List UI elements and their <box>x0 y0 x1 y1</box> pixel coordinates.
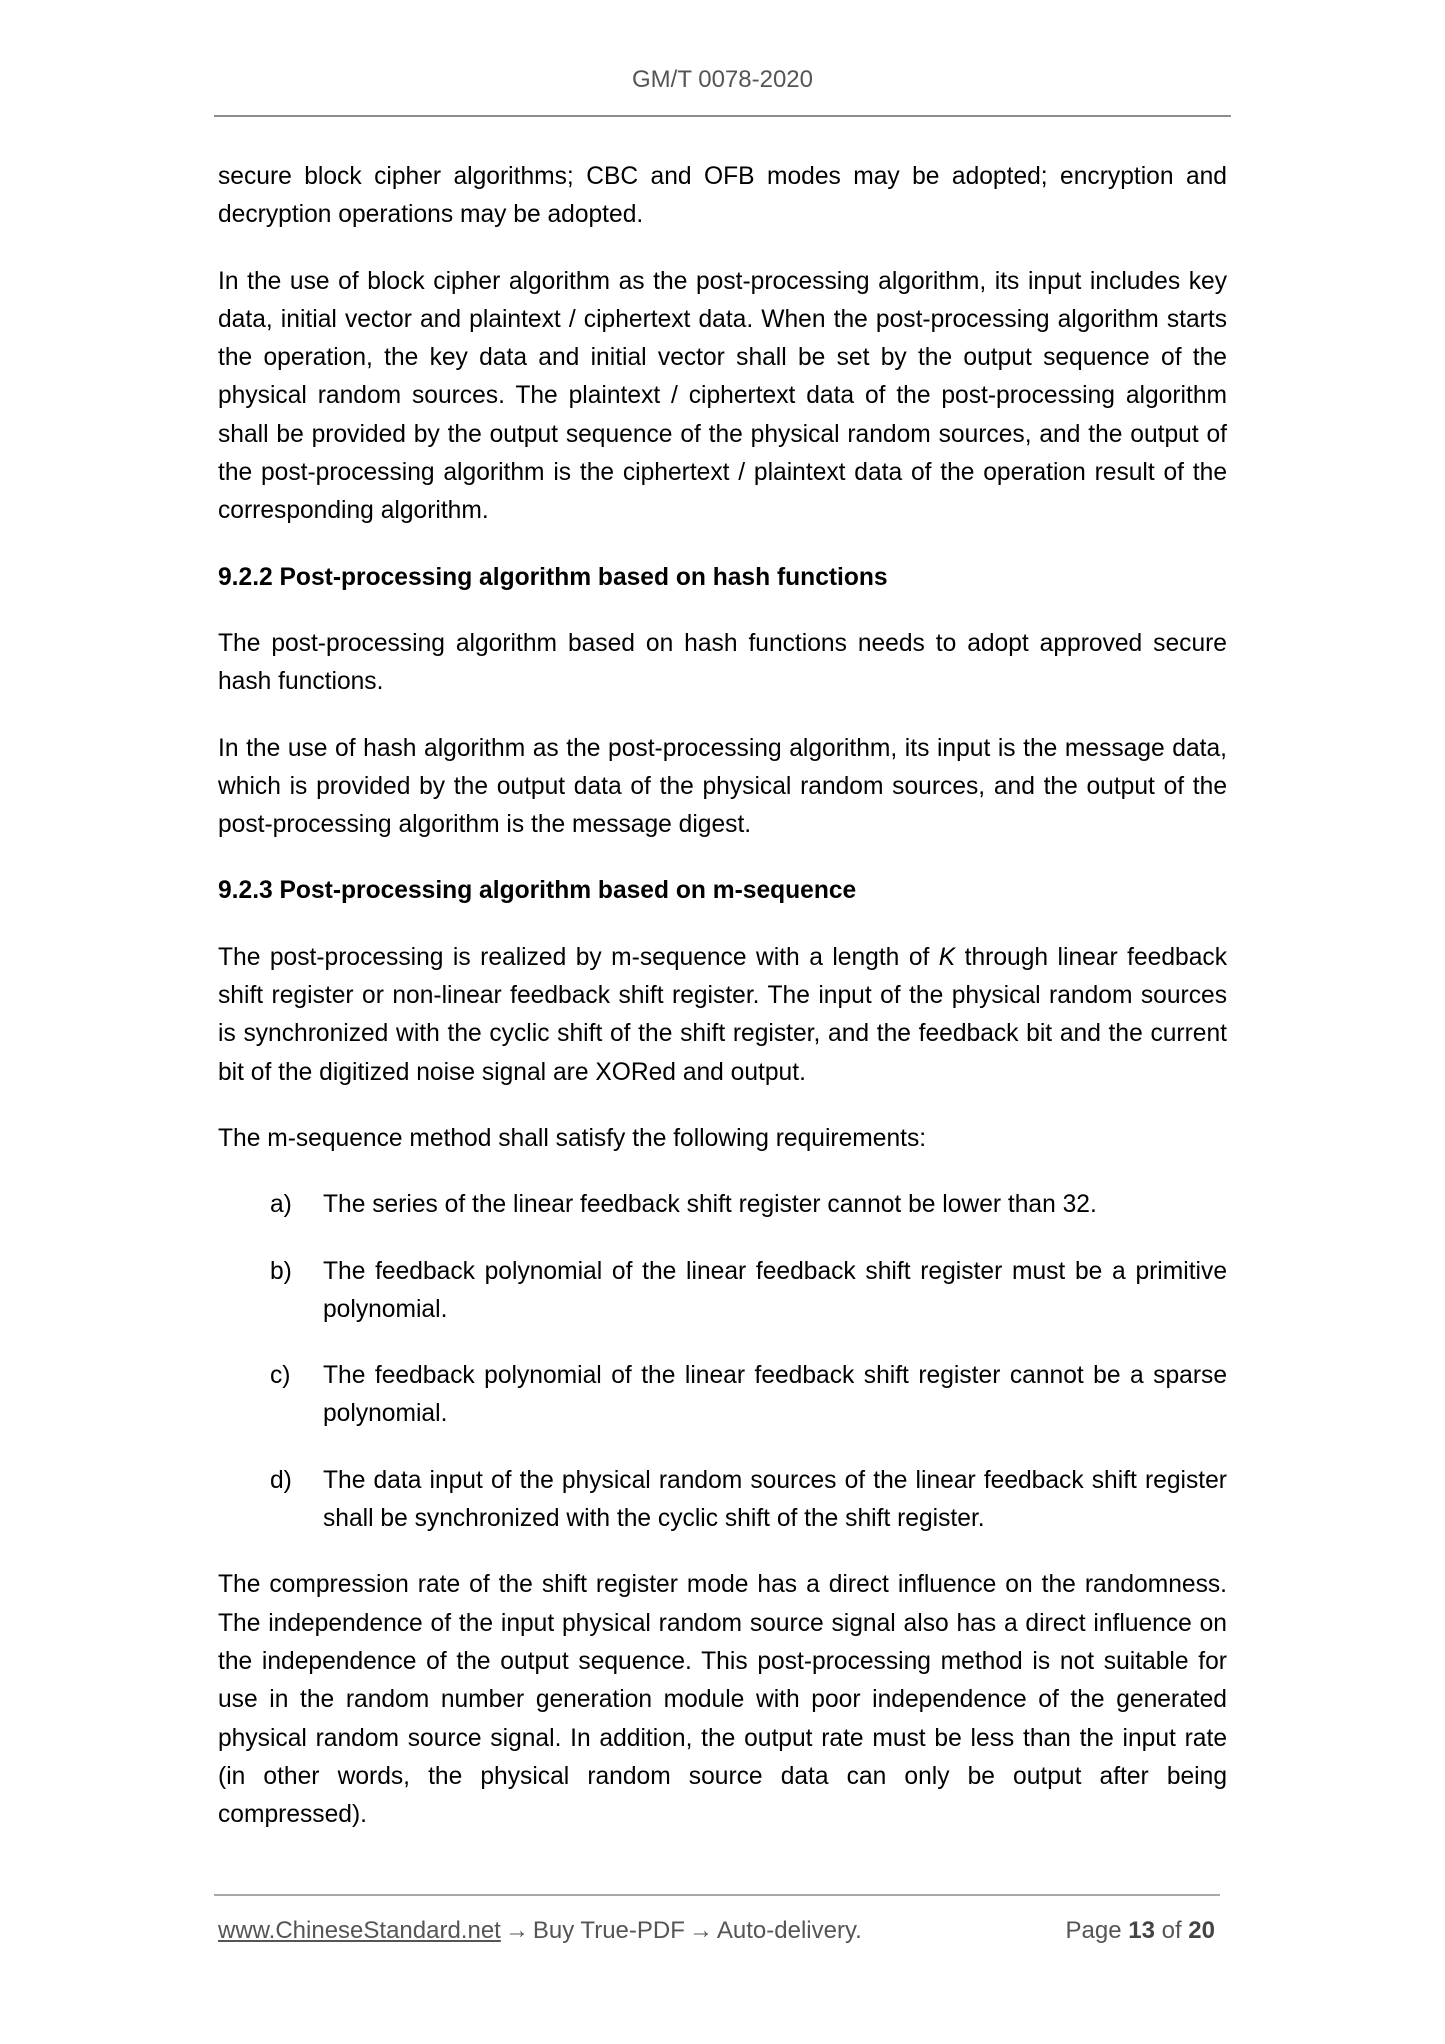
paragraph-requirements-intro: The m-sequence method shall satisfy the following requirements: <box>218 1124 927 1152</box>
page-of-label: of <box>1161 1917 1182 1944</box>
list-item <box>218 1253 1227 1330</box>
arrow-right-icon: → <box>504 1917 529 1944</box>
website-link[interactable]: www.ChineseStandard.net <box>218 1917 501 1944</box>
list-marker: c) <box>270 1362 291 1390</box>
variable-k: K <box>938 943 956 971</box>
list-item-text: The feedback polynomial of the linear feedback shift register must be a primitive polynomial. <box>323 1257 1227 1323</box>
paragraph-hash-usage: In the use of hash algorithm as the post-processing algorithm, its input is the message data, which is provided by the output data of the physical random sources, and the output of the post-processing algorithm is the message digest. <box>218 734 1227 839</box>
paragraph-m-sequence-description <box>218 939 1227 1092</box>
section-heading-9-2-2: 9.2.2 Post-processing algorithm based on hash functions <box>218 563 888 591</box>
list-item <box>218 1462 1227 1539</box>
page-label: Page <box>1065 1917 1122 1944</box>
list-item <box>218 1186 1227 1224</box>
paragraph-compression-rate: The compression rate of the shift register mode has a direct influence on the randomness. The independence of the input physical random source signal also has a direct influence on the independence of the output sequence. This post-processing method is not suitable for use in the random number generation module with poor independence of the generated physical random source signal. In addition, the output rate must be less than the input rate (in other words, the physical random source data can only be output after being compressed). <box>218 1571 1227 1829</box>
requirements-list <box>218 1186 1227 1538</box>
header-divider <box>214 115 1231 117</box>
footer-divider <box>214 1894 1220 1896</box>
list-marker: a) <box>270 1191 292 1219</box>
total-pages-number: 20 <box>1188 1917 1215 1944</box>
document-header: GM/T 0078-2020 <box>632 66 813 93</box>
list-marker: b) <box>270 1257 292 1285</box>
list-item-text: The series of the linear feedback shift register cannot be lower than 32. <box>323 1191 1097 1219</box>
page-content <box>218 158 1227 1862</box>
current-page-number: 13 <box>1128 1917 1155 1944</box>
buy-true-pdf-text: Buy True-PDF <box>532 1917 685 1944</box>
arrow-right-icon: → <box>688 1917 713 1944</box>
paragraph-block-cipher-usage: In the use of block cipher algorithm as the post-processing algorithm, its input includes key data, initial vector and plaintext / ciphertext data. When the post-processing algorithm starts the operation, the key data and initial vector shall be set by the output sequence of the physical random sources. The plaintext / ciphertext data of the post-processing algorithm shall be provided by the output sequence of the physical random sources, and the output of the post-processing algorithm is the ciphertext / plaintext data of the operation result of the corresponding algorithm. <box>218 267 1227 525</box>
list-item <box>218 1357 1227 1434</box>
text-segment: The post-processing is realized by m-sequence with a length of <box>218 943 939 971</box>
list-item-text: The feedback polynomial of the linear feedback shift register cannot be a sparse polynomial. <box>323 1362 1227 1428</box>
paragraph-hash-requirement: The post-processing algorithm based on hash functions needs to adopt approved secure hash functions. <box>218 629 1227 696</box>
paragraph-block-cipher-modes: secure block cipher algorithms; CBC and OFB modes may be adopted; encryption and decryption operations may be adopted. <box>218 163 1227 229</box>
page-indicator <box>1066 1914 1216 1948</box>
auto-delivery-text: Auto-delivery. <box>716 1917 862 1944</box>
list-item-text: The data input of the physical random sources of the linear feedback shift register shall be synchronized with the cyclic shift of the shift register. <box>323 1466 1227 1533</box>
page-footer <box>218 1914 1218 1948</box>
section-heading-9-2-3: 9.2.3 Post-processing algorithm based on m-sequence <box>218 877 857 905</box>
list-marker: d) <box>270 1466 292 1494</box>
text-segment: through linear feedback shift register or non-linear feedback shift register. The input of the physical random sources is synchronized with the cyclic shift of the shift register, and the feedback bit and the current bit of the digitized noise signal are XORed and output. <box>218 943 1227 1086</box>
